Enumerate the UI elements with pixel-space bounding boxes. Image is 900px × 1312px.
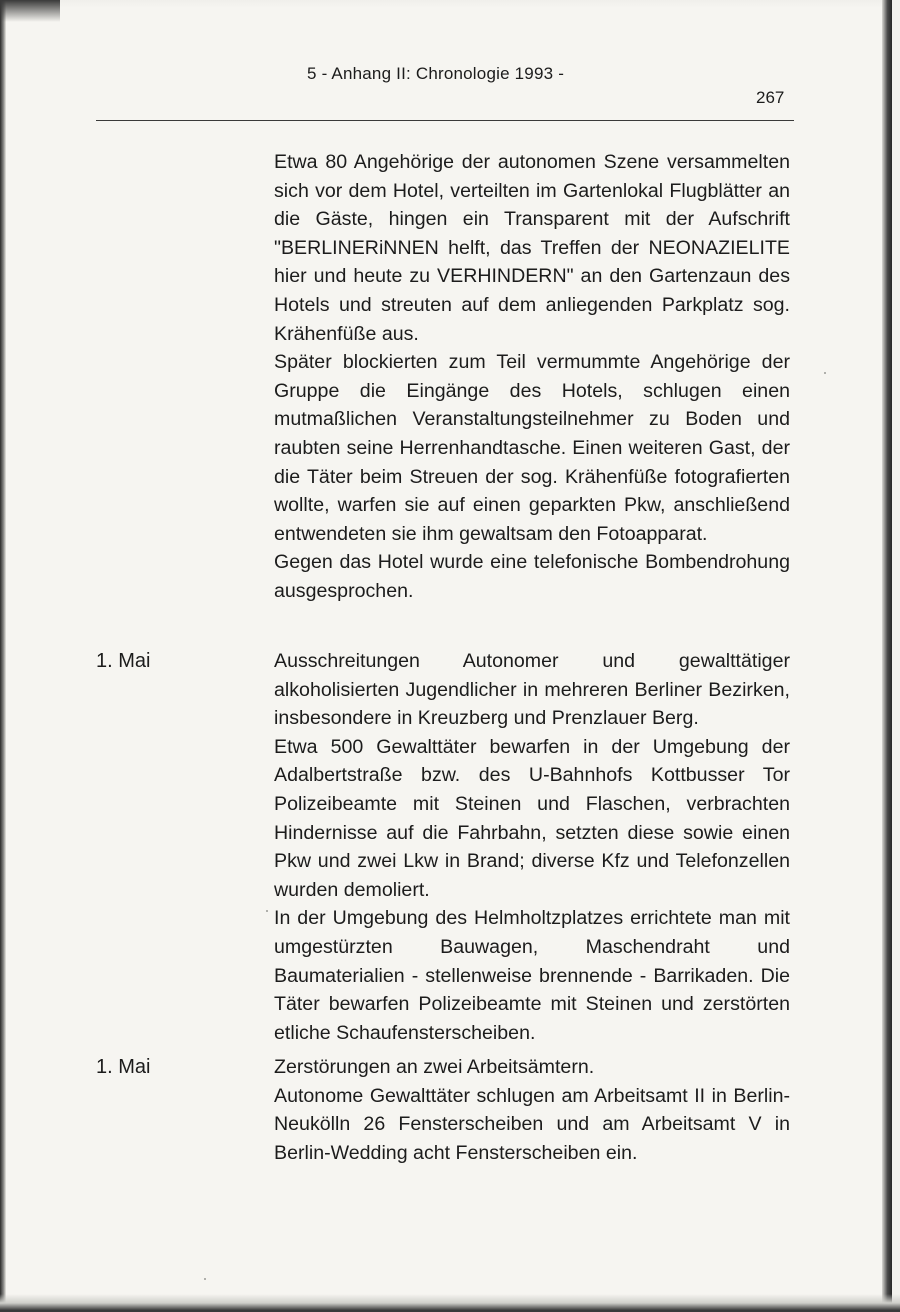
scan-edge-left [0,0,6,1312]
entry-text [274,647,790,1047]
scan-speck [204,1278,206,1280]
entry-date: 1. Mai [96,1056,151,1078]
scan-speck [266,910,268,912]
scan-edge-top [0,0,900,8]
entry-paragraph: Ausschreitungen Autonomer und gewalttätiger alkoholisierten Jugendlicher in mehreren Berliner Bezirken, insbesondere in Kreuzberg und Prenzlauer Berg. [274,650,790,730]
entry-date: 1. Mai [96,650,151,672]
entry-paragraph: Etwa 80 Angehörige der autonomen Szene versammelten sich vor dem Hotel, verteilten im Gartenlokal Flugblätter an die Gäste, hingen ein Transparent mit der Aufschrift "BERLINERiNNEN helft, das Treffen der NEONAZIELITE hier und heute zu VERHINDERN" an den Gartenzaun des Hotels und streuten auf dem anliegenden Parkplatz sog. Krähenfüße aus. [274,151,790,345]
scan-speck [824,372,826,374]
entry-text [274,1053,790,1167]
running-title: 5 - Anhang II: Chronologie 1993 - [307,64,565,83]
entry-paragraph: Etwa 500 Gewalttäter bewarfen in der Umgebung der Adalbertstraße bzw. des U-Bahnhofs Kottbusser Tor Polizeibeamte mit Steinen und Flaschen, verbrachten Hindernisse auf die Fahrbahn, setzten diese sowie einen Pkw und zwei Lkw in Brand; diverse Kfz und Telefonzellen wurden demoliert. [274,735,790,901]
entry-text [274,148,790,606]
page-number: 267 [756,88,785,107]
entry-paragraph: Gegen das Hotel wurde eine telefonische Bombendrohung ausgesprochen. [274,551,790,602]
scan-edge-bottom [0,1294,900,1312]
entry-paragraph: Zerstörungen an zwei Arbeitsämtern. [274,1056,595,1078]
scan-edge-right [882,0,892,1312]
entry-paragraph: Autonome Gewalttäter schlugen am Arbeitsamt II in Berlin-Neukölln 26 Fensterscheiben und am Arbeitsamt V in Berlin-Wedding acht Fensterscheiben ein. [274,1084,790,1164]
header-divider [96,120,794,121]
entry-paragraph: In der Umgebung des Helmholtzplatzes errichtete man mit umgestürzten Bauwagen, Maschendraht und Baumaterialien - stellenweise brennende - Barrikaden. Die Täter bewarfen Polizeibeamte mit Steinen und zerstörten etliche Schaufensterscheiben. [274,907,790,1044]
entry-paragraph: Später blockierten zum Teil vermummte Angehörige der Gruppe die Eingänge des Hotels, schlugen einen mutmaßlichen Veranstaltungsteilnehmer zu Boden und raubten seine Herrenhandtasche. Einen weiteren Gast, der die Täter beim Streuen der sog. Krähenfüße fotografierten wollte, warfen sie auf einen geparkten Pkw, anschließend entwendeten sie ihm gewaltsam den Fotoapparat. [274,351,790,545]
scan-shadow-top-left [0,0,60,22]
scan-margin-right [892,0,900,1312]
